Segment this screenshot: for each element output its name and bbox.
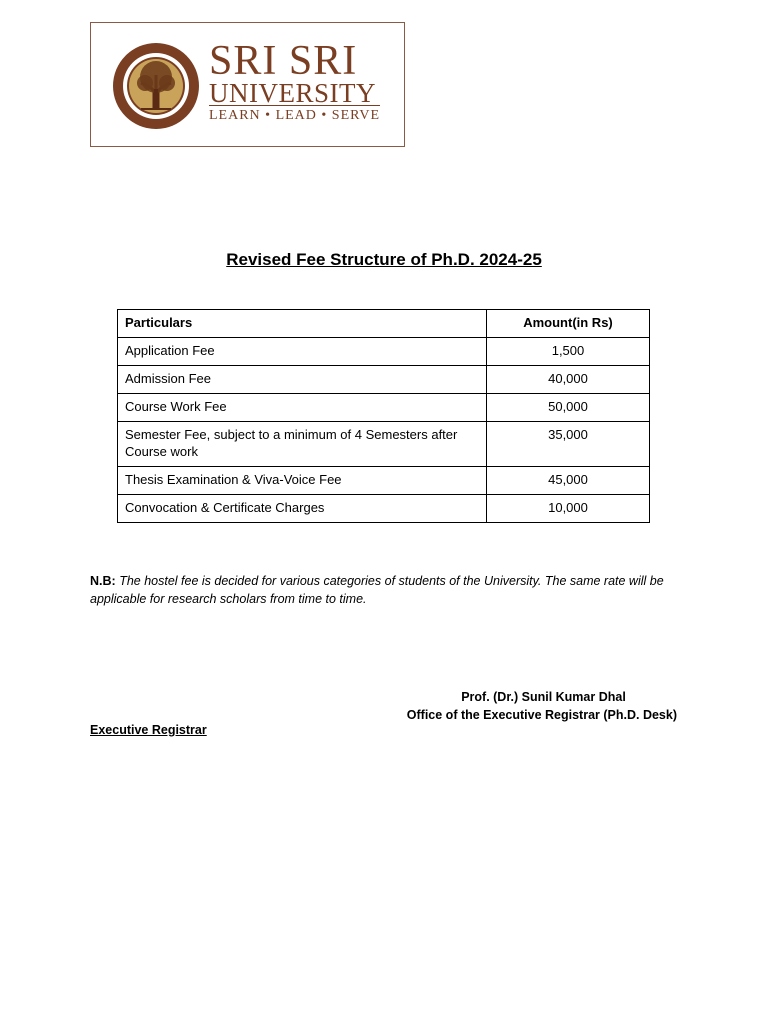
fee-table xyxy=(117,309,650,523)
row-particular: Course Work Fee xyxy=(118,394,487,422)
table-header-row xyxy=(118,310,650,338)
row-amount: 45,000 xyxy=(487,467,650,495)
logo-line-2: UNIVERSITY xyxy=(209,78,376,108)
table-row xyxy=(118,394,650,422)
row-amount: 35,000 xyxy=(487,422,650,467)
table-row xyxy=(118,422,650,467)
signatory-office: Office of the Executive Registrar (Ph.D. Desk) xyxy=(406,708,677,722)
row-particular: Convocation & Certificate Charges xyxy=(118,495,487,523)
university-seal-icon xyxy=(111,41,201,131)
executive-registrar-label: Executive Registrar xyxy=(90,723,207,737)
header-amount: Amount(in Rs) xyxy=(487,310,650,338)
row-amount: 50,000 xyxy=(487,394,650,422)
row-amount: 10,000 xyxy=(487,495,650,523)
table-row xyxy=(118,467,650,495)
row-particular: Thesis Examination & Viva-Voice Fee xyxy=(118,467,487,495)
table-row xyxy=(118,495,650,523)
row-particular: Application Fee xyxy=(118,338,487,366)
note-text: The hostel fee is decided for various categories of students of the University. The same rate will be applicable for research scholars from time to time. xyxy=(90,574,664,606)
note-label: N.B: xyxy=(90,574,116,588)
page-title: Revised Fee Structure of Ph.D. 2024-25 xyxy=(226,250,542,269)
row-particular: Admission Fee xyxy=(118,366,487,394)
row-particular: Semester Fee, subject to a minimum of 4 Semesters after Course work xyxy=(118,422,487,467)
logo-line-1: SRI SRI xyxy=(209,38,358,84)
row-amount: 40,000 xyxy=(487,366,650,394)
note-paragraph xyxy=(90,572,690,608)
university-logo xyxy=(90,22,405,147)
table-row xyxy=(118,366,650,394)
logo-wordmark xyxy=(209,38,389,126)
row-amount: 1,500 xyxy=(487,338,650,366)
signature-block xyxy=(380,688,677,724)
signatory-name: Prof. (Dr.) Sunil Kumar Dhal xyxy=(461,690,626,704)
header-particulars: Particulars xyxy=(118,310,487,338)
logo-tagline: LEARN • LEAD • SERVE xyxy=(209,105,380,126)
table-row xyxy=(118,338,650,366)
